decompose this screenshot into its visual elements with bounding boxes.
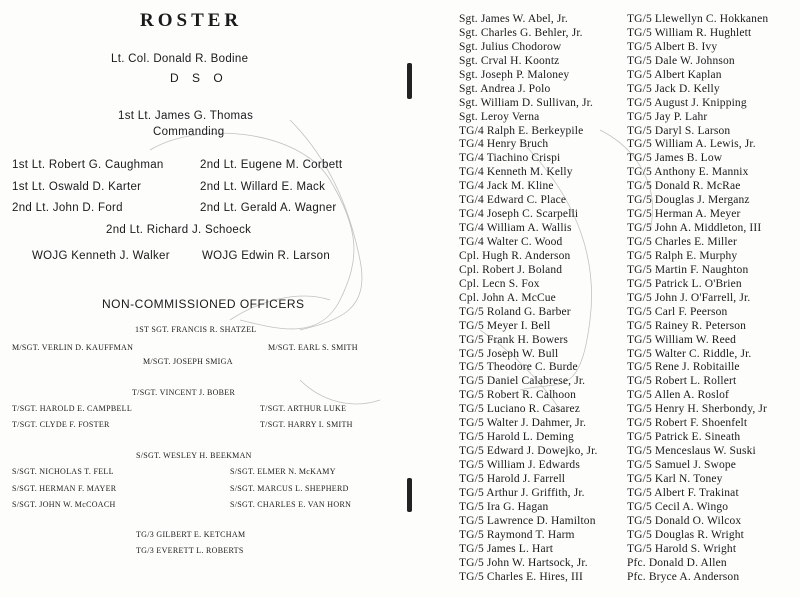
roster-entry: TG/4 Tiachino Crispi bbox=[459, 152, 561, 165]
roster-entry: TG/5 Jay P. Lahr bbox=[627, 110, 708, 123]
roster-entry: TG/5 Charles E. Hires, III bbox=[459, 570, 583, 583]
nco-heading: NON-COMMISSIONED OFFICERS bbox=[102, 297, 305, 311]
roster-entry: TG/5 Theodore C. Burde bbox=[459, 361, 578, 374]
master-sergeant: M/SGT. VERLIN D. KAUFFMAN bbox=[12, 343, 134, 352]
roster-entry: TG/5 Allen A. Roslof bbox=[627, 389, 730, 402]
roster-entry: TG/5 Ralph E. Murphy bbox=[627, 249, 738, 262]
roster-entry: TG/5 Llewellyn C. Hokkanen bbox=[627, 13, 769, 25]
roster-entry: TG/5 Raymond T. Harm bbox=[459, 528, 575, 541]
tech-sergeant-head: T/SGT. VINCENT J. BOBER bbox=[132, 388, 236, 397]
roster-entry: Sgt. Crval H. Koontz bbox=[459, 54, 560, 67]
roster-entry: Cpl. Robert J. Boland bbox=[459, 263, 563, 276]
tg3-entry: TG/3 GILBERT E. KETCHAM bbox=[136, 530, 246, 539]
roster-entry: TG/5 John A. Middleton, III bbox=[627, 222, 762, 235]
roster-entry: TG/5 Douglas R. Wright bbox=[627, 528, 744, 541]
roster-entry: TG/5 William W. Reed bbox=[627, 333, 737, 346]
roster-entry: TG/5 Charles E. Miller bbox=[627, 236, 737, 248]
roster-entry: TG/5 William A. Lewis, Jr. bbox=[627, 138, 756, 151]
roster-entry: TG/5 Douglas J. Merganz bbox=[627, 194, 750, 207]
roster-entry: TG/5 Robert L. Rollert bbox=[627, 375, 737, 388]
officer-name: 2nd Lt. Willard E. Mack bbox=[200, 181, 326, 193]
officer-name: 2nd Lt. Gerald A. Wagner bbox=[200, 202, 337, 214]
roster-entry: TG/5 Samuel J. Swope bbox=[627, 459, 737, 471]
roster-entry: TG/5 Jack D. Kelly bbox=[627, 82, 720, 95]
tech-sergeant: T/SGT. CLYDE F. FOSTER bbox=[12, 420, 110, 429]
roster-entry: TG/5 Meyer I. Bell bbox=[459, 319, 551, 332]
roster-entry: Sgt. Leroy Verna bbox=[459, 110, 540, 123]
roster-entry: TG/5 Albert Kaplan bbox=[627, 68, 722, 81]
roster-entry: Sgt. Andrea J. Polo bbox=[459, 82, 551, 95]
roster-entry: TG/5 Albert F. Trakinat bbox=[627, 486, 739, 499]
tech-sergeant: T/SGT. HARRY I. SMITH bbox=[260, 420, 353, 429]
officer-name: 1st Lt. Oswald D. Karter bbox=[12, 181, 142, 193]
roster-entry: Sgt. William D. Sullivan, Jr. bbox=[459, 96, 594, 109]
officer-name: 2nd Lt. Richard J. Schoeck bbox=[106, 224, 252, 236]
roster-entry: TG/5 Luciano R. Casarez bbox=[459, 403, 580, 416]
roster-entry: TG/5 Herman A. Meyer bbox=[627, 208, 741, 221]
roster-entry: Pfc. Bryce A. Anderson bbox=[627, 570, 740, 583]
tech-sergeant: T/SGT. HAROLD E. CAMPBELL bbox=[12, 404, 133, 413]
staff-sergeant-head: S/SGT. WESLEY H. BEEKMAN bbox=[136, 451, 252, 460]
tech-sergeant: T/SGT. ARTHUR LUKE bbox=[260, 404, 347, 413]
ink-mark-bottom bbox=[407, 478, 412, 512]
roster-entry: TG/5 John W. Hartsock, Jr. bbox=[459, 556, 588, 569]
staff-sergeant: S/SGT. ELMER N. McKAMY bbox=[230, 467, 336, 476]
roster-entry: TG/5 Harold L. Deming bbox=[459, 431, 574, 444]
staff-sergeant: S/SGT. HERMAN F. MAYER bbox=[12, 484, 117, 493]
roster-entry: TG/5 Ira G. Hagan bbox=[459, 500, 549, 513]
roster-entry: TG/5 Dale W. Johnson bbox=[627, 54, 735, 67]
roster-entry: TG/5 Patrick E. Sineath bbox=[627, 431, 741, 444]
roster-entry: TG/5 William J. Edwards bbox=[459, 459, 580, 471]
warrant-officer: WOJG Edwin R. Larson bbox=[202, 250, 331, 262]
staff-sergeant: S/SGT. MARCUS L. SHEPHERD bbox=[230, 484, 349, 493]
commander-decoration: D S O bbox=[170, 71, 228, 85]
roster-entry: TG/4 Ralph E. Berkeypile bbox=[459, 124, 584, 137]
roster-entry: TG/5 Menceslaus W. Suski bbox=[627, 445, 756, 458]
roster-entry: TG/5 August J. Knipping bbox=[627, 96, 747, 109]
roster-entry: TG/5 Patrick L. O'Brien bbox=[627, 277, 742, 290]
roster-entry: TG/5 Arthur J. Griffith, Jr. bbox=[459, 486, 585, 499]
officer-name: 2nd Lt. John D. Ford bbox=[12, 202, 123, 214]
master-sergeant: M/SGT. EARL S. SMITH bbox=[268, 343, 358, 352]
roster-entry: TG/5 Martin F. Naughton bbox=[627, 263, 749, 276]
roster-entry: TG/5 Walter C. Riddle, Jr. bbox=[627, 347, 752, 360]
roster-entry: Sgt. Charles G. Behler, Jr. bbox=[459, 26, 583, 39]
roster-entry: Cpl. John A. McCue bbox=[459, 291, 556, 304]
roster-entry: TG/5 Harold J. Farrell bbox=[459, 472, 566, 485]
roster-entry: TG/5 Harold S. Wright bbox=[627, 542, 737, 555]
roster-entry: TG/5 Donald R. McRae bbox=[627, 180, 741, 193]
first-sergeant: 1ST SGT. FRANCIS R. SHATZEL bbox=[135, 325, 257, 334]
roster-entry: TG/4 Joseph C. Scarpelli bbox=[459, 208, 579, 221]
staff-sergeant: S/SGT. JOHN W. McCOACH bbox=[12, 500, 116, 509]
roster-entry: TG/5 Lawrence D. Hamilton bbox=[459, 514, 596, 527]
roster-column-a bbox=[459, 12, 598, 583]
roster-entry: TG/5 Edward J. Dowejko, Jr. bbox=[459, 445, 598, 458]
roster-entry: TG/5 Rene J. Robitaille bbox=[627, 361, 740, 374]
ink-mark-top bbox=[407, 63, 412, 99]
commanding-label: Commanding bbox=[153, 126, 225, 138]
roster-entry: TG/5 Joseph W. Bull bbox=[459, 347, 559, 360]
commanding-officer: 1st Lt. James G. Thomas bbox=[118, 110, 254, 122]
roster-entry: TG/4 Walter C. Wood bbox=[459, 236, 563, 248]
roster-entry: Cpl. Hugh R. Anderson bbox=[459, 249, 571, 262]
roster-entry: TG/4 Kenneth M. Kelly bbox=[459, 166, 573, 179]
roster-entry: TG/5 Daryl S. Larson bbox=[627, 124, 731, 137]
staff-sergeant: S/SGT. NICHOLAS T. FELL bbox=[12, 467, 114, 476]
roster-entry: Pfc. Donald D. Allen bbox=[627, 556, 727, 569]
roster-entry: TG/5 Robert F. Shoenfelt bbox=[627, 417, 748, 430]
roster-entry: TG/5 James L. Hart bbox=[459, 542, 554, 555]
staff-sergeant: S/SGT. CHARLES E. VAN HORN bbox=[230, 500, 352, 509]
master-sergeant: M/SGT. JOSEPH SMIGA bbox=[143, 357, 233, 366]
roster-entry: TG/5 James B. Low bbox=[627, 152, 723, 165]
roster-entry: Sgt. James W. Abel, Jr. bbox=[459, 13, 568, 25]
roster-entry: TG/5 Albert B. Ivy bbox=[627, 40, 718, 53]
roster-entry: TG/5 Rainey R. Peterson bbox=[627, 319, 747, 332]
tg3-entry: TG/3 EVERETT L. ROBERTS bbox=[136, 546, 244, 555]
roster-entry: TG/5 Anthony E. Mannix bbox=[627, 166, 749, 179]
roster-entry: TG/5 Roland G. Barber bbox=[459, 305, 571, 318]
page-title: ROSTER bbox=[140, 10, 243, 31]
roster-entry: TG/5 Carl F. Peerson bbox=[627, 305, 728, 318]
roster-column-b bbox=[627, 12, 768, 583]
roster-entry: TG/5 Walter J. Dahmer, Jr. bbox=[459, 417, 587, 430]
roster-entry: TG/5 Robert R. Calhoon bbox=[459, 389, 577, 402]
roster-entry: TG/4 William A. Wallis bbox=[459, 222, 572, 235]
roster-entry: Sgt. Julius Chodorow bbox=[459, 40, 562, 53]
roster-entry: TG/4 Edward C. Place bbox=[459, 194, 567, 207]
roster-entry: TG/5 Frank H. Bowers bbox=[459, 333, 569, 346]
commander-name: Lt. Col. Donald R. Bodine bbox=[111, 53, 249, 65]
roster-entry: Sgt. Joseph P. Maloney bbox=[459, 68, 570, 81]
roster-entry: Cpl. Lecn S. Fox bbox=[459, 277, 540, 290]
roster-entry: TG/4 Henry Bruch bbox=[459, 138, 549, 151]
officer-name: 1st Lt. Robert G. Caughman bbox=[12, 159, 164, 171]
warrant-officer: WOJG Kenneth J. Walker bbox=[32, 250, 170, 262]
roster-entry: TG/5 Donald O. Wilcox bbox=[627, 514, 742, 527]
roster-entry: TG/5 Cecil A. Wingo bbox=[627, 500, 729, 513]
roster-entry: TG/4 Jack M. Kline bbox=[459, 180, 554, 193]
roster-entry: TG/5 William R. Hughlett bbox=[627, 26, 752, 39]
roster-entry: TG/5 Daniel Calabrese, Jr. bbox=[459, 375, 586, 388]
roster-entry: TG/5 Karl N. Toney bbox=[627, 472, 723, 485]
roster-entry: TG/5 Henry H. Sherbondy, Jr bbox=[627, 403, 768, 416]
officer-name: 2nd Lt. Eugene M. Corbett bbox=[200, 159, 343, 171]
roster-entry: TG/5 John J. O'Farrell, Jr. bbox=[627, 291, 751, 304]
